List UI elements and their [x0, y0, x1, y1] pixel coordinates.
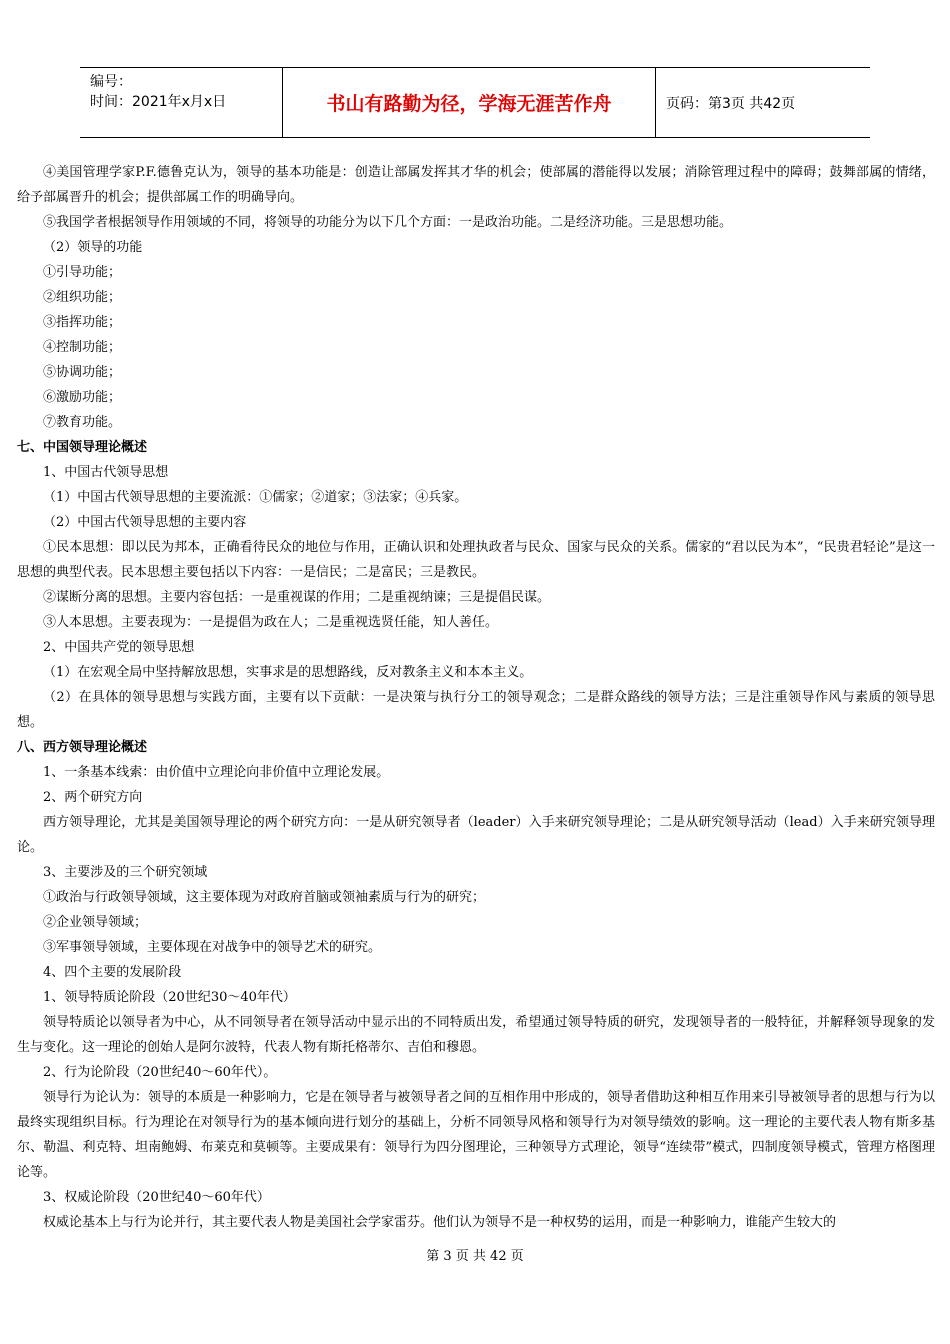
- paragraph: 1、中国古代领导思想: [43, 465, 169, 480]
- paragraph: ⑥激励功能；: [43, 390, 122, 405]
- paragraph: ②企业领导领域；: [43, 915, 148, 930]
- section-heading: 七、中国领导理论概述: [17, 440, 148, 455]
- paragraph: ②组织功能；: [43, 290, 122, 305]
- paragraph: 西方领导理论，尤其是美国领导理论的两个研究方向：一是从研究领导者（leader）入手来研究领导理论；二是从研究领导活动（lead）入手来研究领导理论。: [17, 815, 935, 855]
- paragraph: （2）中国古代领导思想的主要内容: [43, 515, 247, 530]
- header-page-info: 页码：第3页 共42页: [666, 95, 796, 112]
- paragraph: ③指挥功能；: [43, 315, 122, 330]
- paragraph: 2、中国共产党的领导思想: [43, 640, 195, 655]
- paragraph: 领导行为论认为：领导的本质是一种影响力，它是在领导者与被领导者之间的互相作用中形成的，领导者借助这种相互作用来引导被领导者的思想与行为以最终实现组织目标。行为理论在对领导行为的基本倾向进行划分的基础上，分析不同领导风格和领导行为对领导绩效的影响。这一理论的主要代表人物有斯多基尔、勒温、利克特、坦南鲍姆、布莱克和莫顿等。主要成果有：领导行为四分图理论，三种领导方式理论，领导“连续带”模式，四制度领导模式，管理方格图理论等。: [17, 1090, 935, 1180]
- paragraph: ④控制功能；: [43, 340, 122, 355]
- number-label: 编号：: [90, 74, 132, 90]
- header-meta: [80, 68, 283, 137]
- paragraph: ③军事领导领域，主要体现在对战争中的领导艺术的研究。: [43, 940, 382, 955]
- document-body: [17, 160, 935, 1235]
- header-motto: 书山有路勤为径，学海无涯苦作舟: [283, 68, 656, 137]
- paragraph: ⑤我国学者根据领导作用领域的不同，将领导的功能分为以下几个方面：一是政治功能。二是经济功能。三是思想功能。: [43, 215, 733, 230]
- paragraph: ①引导功能；: [43, 265, 122, 280]
- paragraph: ①政治与行政领导领域，这主要体现为对政府首脑或领袖素质与行为的研究；: [43, 890, 486, 905]
- paragraph: 权威论基本上与行为论并行，其主要代表人物是美国社会学家雷芬。他们认为领导不是一种权势的运用，而是一种影响力，谁能产生较大的: [43, 1215, 837, 1230]
- paragraph: （1）在宏观全局中坚持解放思想，实事求是的思想路线，反对教条主义和本本主义。: [43, 665, 533, 680]
- paragraph: 3、权威论阶段（20世纪40～60年代）: [43, 1190, 270, 1205]
- page-header: [80, 67, 870, 138]
- paragraph: 领导特质论以领导者为中心，从不同领导者在领导活动中显示出的不同特质出发，希望通过领导特质的研究，发现领导者的一般特征，并解释领导现象的发生与变化。这一理论的创始人是阿尔波特，代表人物有斯托格蒂尔、吉伯和穆恩。: [17, 1015, 935, 1055]
- section-heading: 八、西方领导理论概述: [17, 740, 148, 755]
- paragraph: 2、两个研究方向: [43, 790, 143, 805]
- paragraph: ④美国管理学家P.F.德鲁克认为，领导的基本功能是：创造让部属发挥其才华的机会；使部属的潜能得以发展；消除管理过程中的障碍；鼓舞部属的情绪，给予部属晋升的机会；提供部属工作的明确导向。: [17, 165, 935, 205]
- paragraph: ⑤协调功能；: [43, 365, 122, 380]
- paragraph: 1、领导特质论阶段（20世纪30～40年代）: [43, 990, 296, 1005]
- paragraph: ③人本思想。主要表现为：一是提倡为政在人；二是重视选贤任能，知人善任。: [43, 615, 499, 630]
- paragraph: 4、四个主要的发展阶段: [43, 965, 182, 980]
- paragraph: 2、行为论阶段（20世纪40～60年代）。: [43, 1065, 277, 1080]
- paragraph: 1、一条基本线索：由价值中立理论向非价值中立理论发展。: [43, 765, 390, 780]
- date-label: 时间：2021年x月x日: [90, 94, 227, 110]
- paragraph: （2）领导的功能: [43, 240, 143, 255]
- paragraph: ①民本思想：即以民为邦本，正确看待民众的地位与作用，正确认识和处理执政者与民众、国家与民众的关系。儒家的“君以民为本”，“民贵君轻论”是这一思想的典型代表。民本思想主要包括以下内容：一是信民；二是富民；三是教民。: [17, 540, 935, 580]
- paragraph: ⑦教育功能。: [43, 415, 122, 430]
- paragraph: ②谋断分离的思想。主要内容包括：一是重视谋的作用；二是重视纳谏；三是提倡民谋。: [43, 590, 551, 605]
- paragraph: （1）中国古代领导思想的主要流派：①儒家；②道家；③法家；④兵家。: [43, 490, 468, 505]
- paragraph: （2）在具体的领导思想与实践方面，主要有以下贡献：一是决策与执行分工的领导观念；二是群众路线的领导方法；三是注重领导作风与素质的领导思想。: [17, 690, 935, 730]
- paragraph: 3、主要涉及的三个研究领域: [43, 865, 208, 880]
- page-footer: 第 3 页 共 42 页: [426, 1249, 524, 1264]
